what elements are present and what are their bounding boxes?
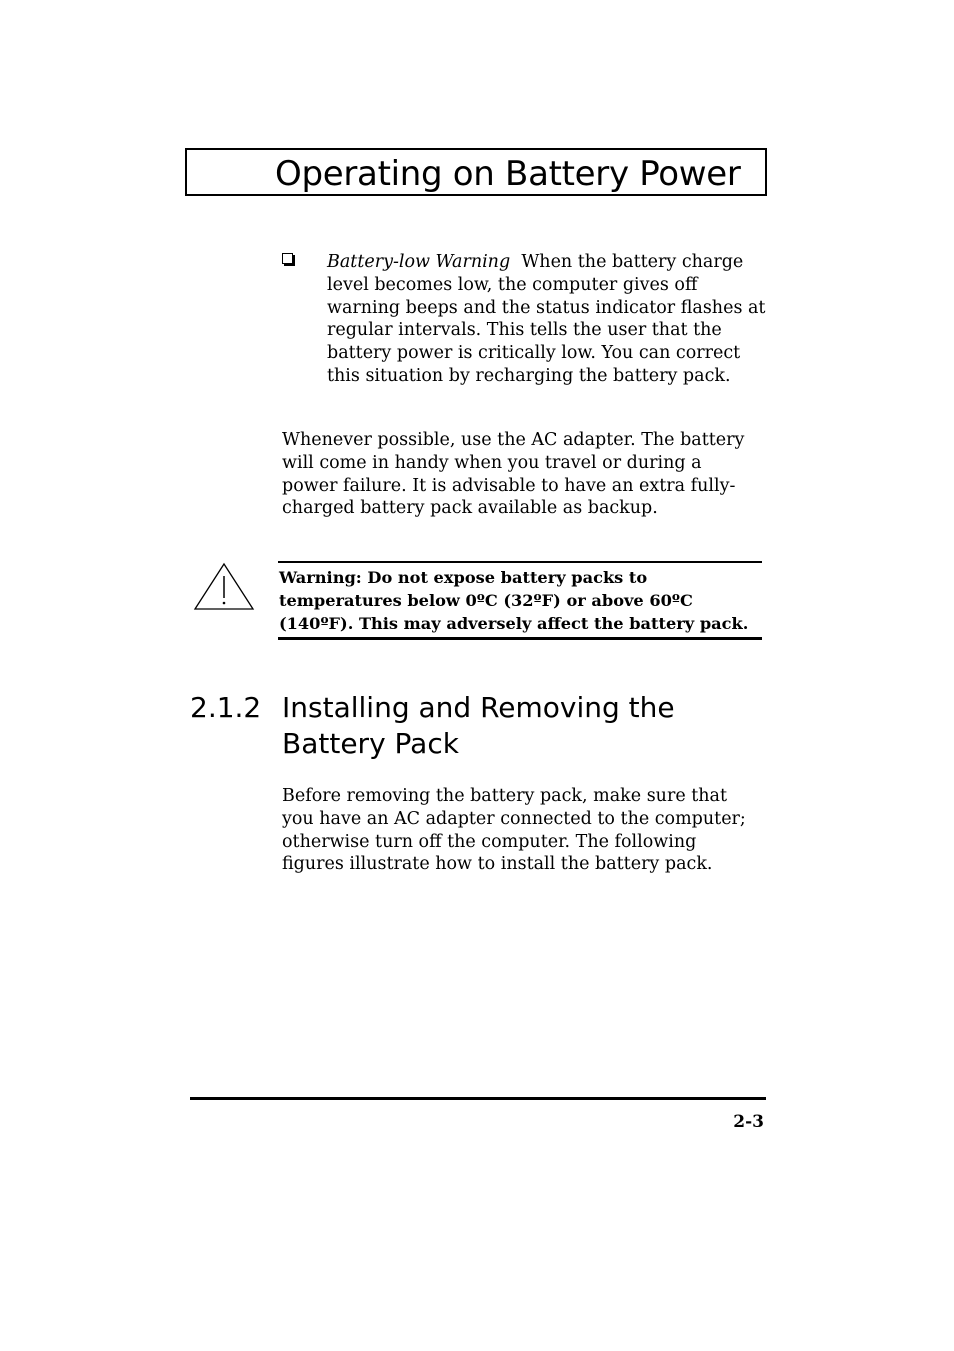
paragraph-before-removing: Before removing the battery pack, make sure that you have an AC adapter connected to the computer; otherwise turn off the computer. The following figures illustrate how to install the battery pack. — [282, 786, 746, 875]
bullet-term: Battery-low Warning — [327, 252, 511, 272]
chapter-title: Operating on Battery Power — [275, 154, 741, 194]
page-number: 2-3 — [733, 1112, 764, 1132]
section-number: 2.1.2 — [190, 691, 262, 724]
warning-triangle-icon — [193, 562, 255, 612]
bullet-description: When the battery charge level becomes low, the computer gives off warning beeps and the status indicator flashes at regular intervals. This tells the user that the battery power is critically low. You can correct this situation by recharging the battery pack. — [327, 252, 766, 386]
section-title: Installing and Removing the Battery Pack — [282, 691, 675, 760]
bullet-text — [327, 251, 772, 388]
warning-note: Warning: Do not expose battery packs to temperatures below 0ºC (32ºF) or above 60ºC (140ºF). This may adversely affect the battery pack. — [278, 561, 762, 640]
checkbox-bullet-icon — [282, 253, 293, 264]
chapter-header — [185, 148, 767, 196]
paragraph-ac-adapter: Whenever possible, use the AC adapter. The battery will come in handy when you travel or during a power failure. It is advisable to have an extra fully-charged battery pack available as backup. — [282, 430, 745, 519]
footer-rule — [190, 1097, 766, 1100]
